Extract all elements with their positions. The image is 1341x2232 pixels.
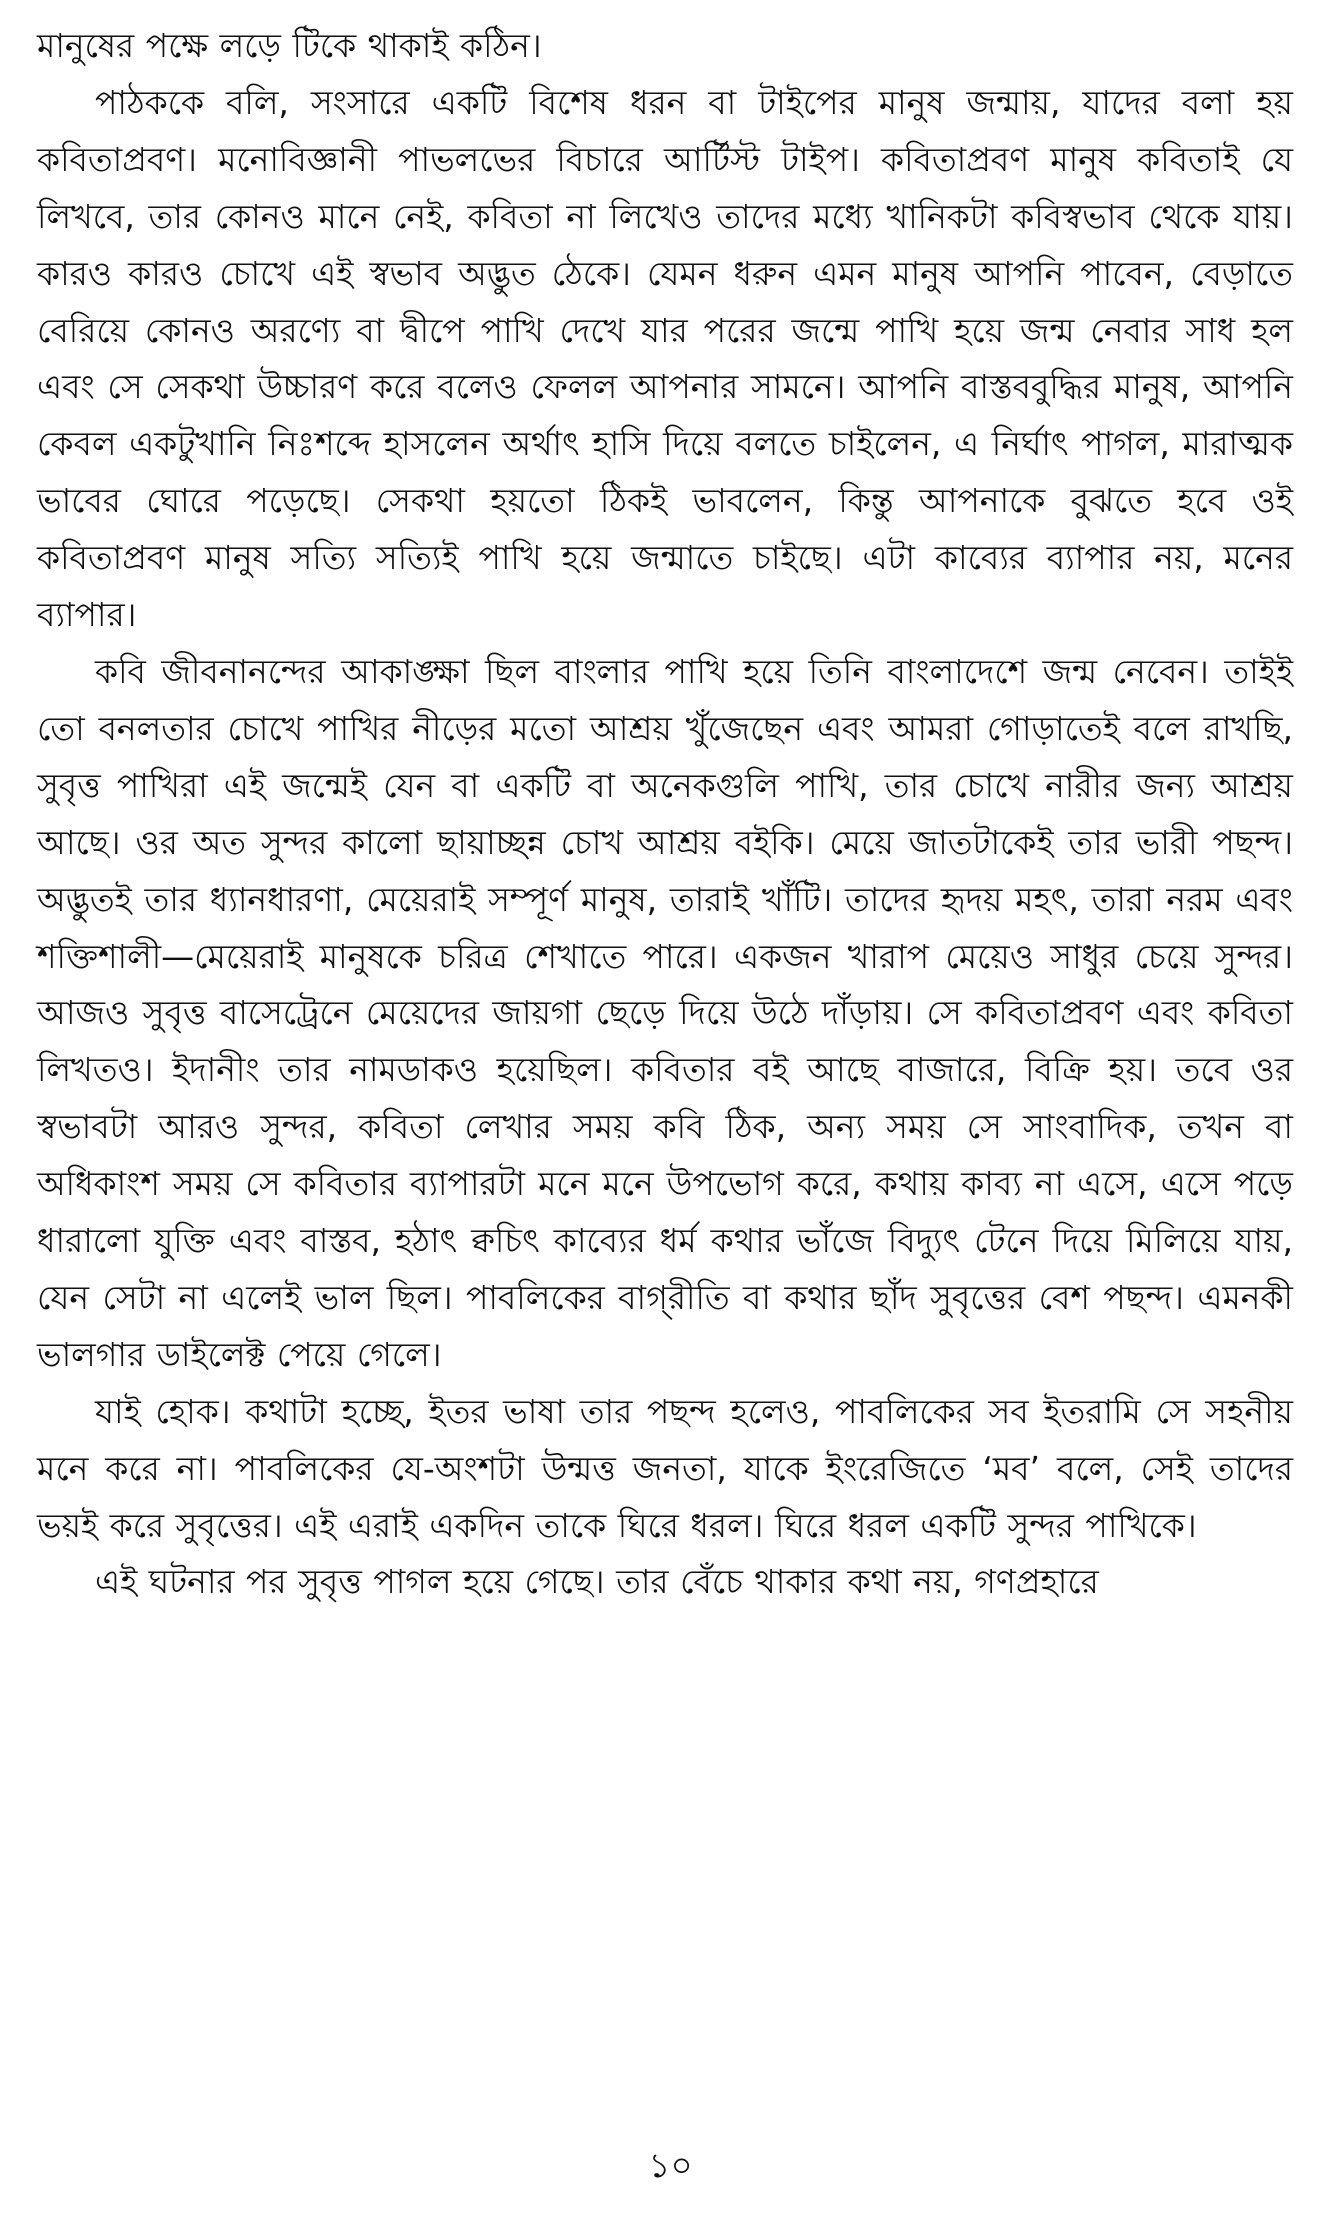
page-number: ১০	[648, 2146, 693, 2186]
paragraph-mob: যাই হোক। কথাটা হচ্ছে, ইতর ভাষা তার পছন্দ হলেও, পাবলিকের সব ইতরামি সে সহনীয় মনে করে না। পাবলিকের যে-অংশটা উন্মত্ত জনতা, যাকে ইংরেজিতে ‘মব’ বলে, সেই তাদের ভয়ই করে সুবৃত্তের। এই এরাই একদিন তাকে ঘিরে ধরল। ঘিরে ধরল একটি সুন্দর পাখিকে।	[37, 1391, 1293, 1545]
paragraph-jibanananda: কবি জীবনানন্দের আকাঙ্ক্ষা ছিল বাংলার পাখি হয়ে তিনি বাংলাদেশে জন্ম নেবেন। তাইই তো বনলতার চোখে পাখির নীড়ের মতো আশ্রয় খুঁজেছেন এবং আমরা গোড়াতেই বলে রাখছি, সুবৃত্ত পাখিরা এই জন্মেই যেন বা একটি বা অনেকগুলি পাখি, তার চোখে নারীর জন্য আশ্রয় আছে। ওর অত সুন্দর কালো ছায়াচ্ছন্ন চোখ আশ্রয় বইকি। মেয়ে জাতটাকেই তার ভারী পছন্দ। অদ্ভুতই তার ধ্যানধারণা, মেয়েরাই সম্পূর্ণ মানুষ, তারাই খাঁটি। তাদের হৃদয় মহৎ, তারা নরম এবং শক্তিশালী—মেয়েরাই মানুষকে চরিত্র শেখাতে পারে। একজন খারাপ মেয়েও সাধুর চেয়ে সুন্দর। আজও সুবৃত্ত বাসেট্রেনে মেয়েদের জায়গা ছেড়ে দিয়ে উঠে দাঁড়ায়। সে কবিতাপ্রবণ এবং কবিতা লিখতও। ইদানীং তার নামডাকও হয়েছিল। কবিতার বই আছে বাজারে, বিক্রি হয়। তবে ওর স্বভাবটা আরও সুন্দর, কবিতা লেখার সময় কবি ঠিক, অন্য সময় সে সাংবাদিক, তখন বা অধিকাংশ সময় সে কবিতার ব্যাপারটা মনে মনে উপভোগ করে, কথায় কাব্য না এসে, এসে পড়ে ধারালো যুক্তি এবং বাস্তব, হঠাৎ ক্বচিৎ কাব্যের ধর্ম কথার ভাঁজে বিদ্যুৎ টেনে দিয়ে মিলিয়ে যায়, যেন সেটা না এলেই ভাল ছিল। পাবলিকের বাগ্‌রীতি বা কথার ছাঁদ সুবৃত্তের বেশ পছন্দ। এমনকী ভালগার ডাইলেক্ট পেয়ে গেলে।	[37, 651, 1293, 1374]
paragraph-continuation: মানুষের পক্ষে লড়ে টিকে থাকাই কঠিন।	[37, 26, 542, 65]
paragraph-artist-type: পাঠককে বলি, সংসারে একটি বিশেষ ধরন বা টাইপের মানুষ জন্মায়, যাদের বলা হয় কবিতাপ্রবণ। মনোবিজ্ঞানী পাভলভের বিচারে আর্টিস্ট টাইপ। কবিতাপ্রবণ মানুষ কবিতাই যে লিখবে, তার কোনও মানে নেই, কবিতা না লিখেও তাদের মধ্যে খানিকটা কবিস্বভাব থেকে যায়। কারও কারও চোখে এই স্বভাব অদ্ভুত ঠেকে। যেমন ধরুন এমন মানুষ আপনি পাবেন, বেড়াতে বেরিয়ে কোনও অরণ্যে বা দ্বীপে পাখি দেখে যার পরের জন্মে পাখি হয়ে জন্ম নেবার সাধ হল এবং সে সেকথা উচ্চারণ করে বলেও ফেলল আপনার সামনে। আপনি বাস্তববুদ্ধির মানুষ, আপনি কেবল একটুখানি নিঃশব্দে হাসলেন অর্থাৎ হাসি দিয়ে বলতে চাইলেন, এ নির্ঘাৎ পাগল, মারাত্মক ভাবের ঘোরে পড়েছে। সেকথা হয়তো ঠিকই ভাবলেন, কিন্তু আপনাকে বুঝতে হবে ওই কবিতাপ্রবণ মানুষ সত্যি সত্যিই পাখি হয়ে জন্মাতে চাইছে। এটা কাব্যের ব্যাপার নয়, মনের ব্যাপার।	[37, 82, 1293, 635]
body-text	[37, 18, 1293, 1611]
paragraph-aftermath: এই ঘটনার পর সুবৃত্ত পাগল হয়ে গেছে। তার বেঁচে থাকার কথা নয়, গণপ্রহারে	[95, 1562, 1099, 1602]
